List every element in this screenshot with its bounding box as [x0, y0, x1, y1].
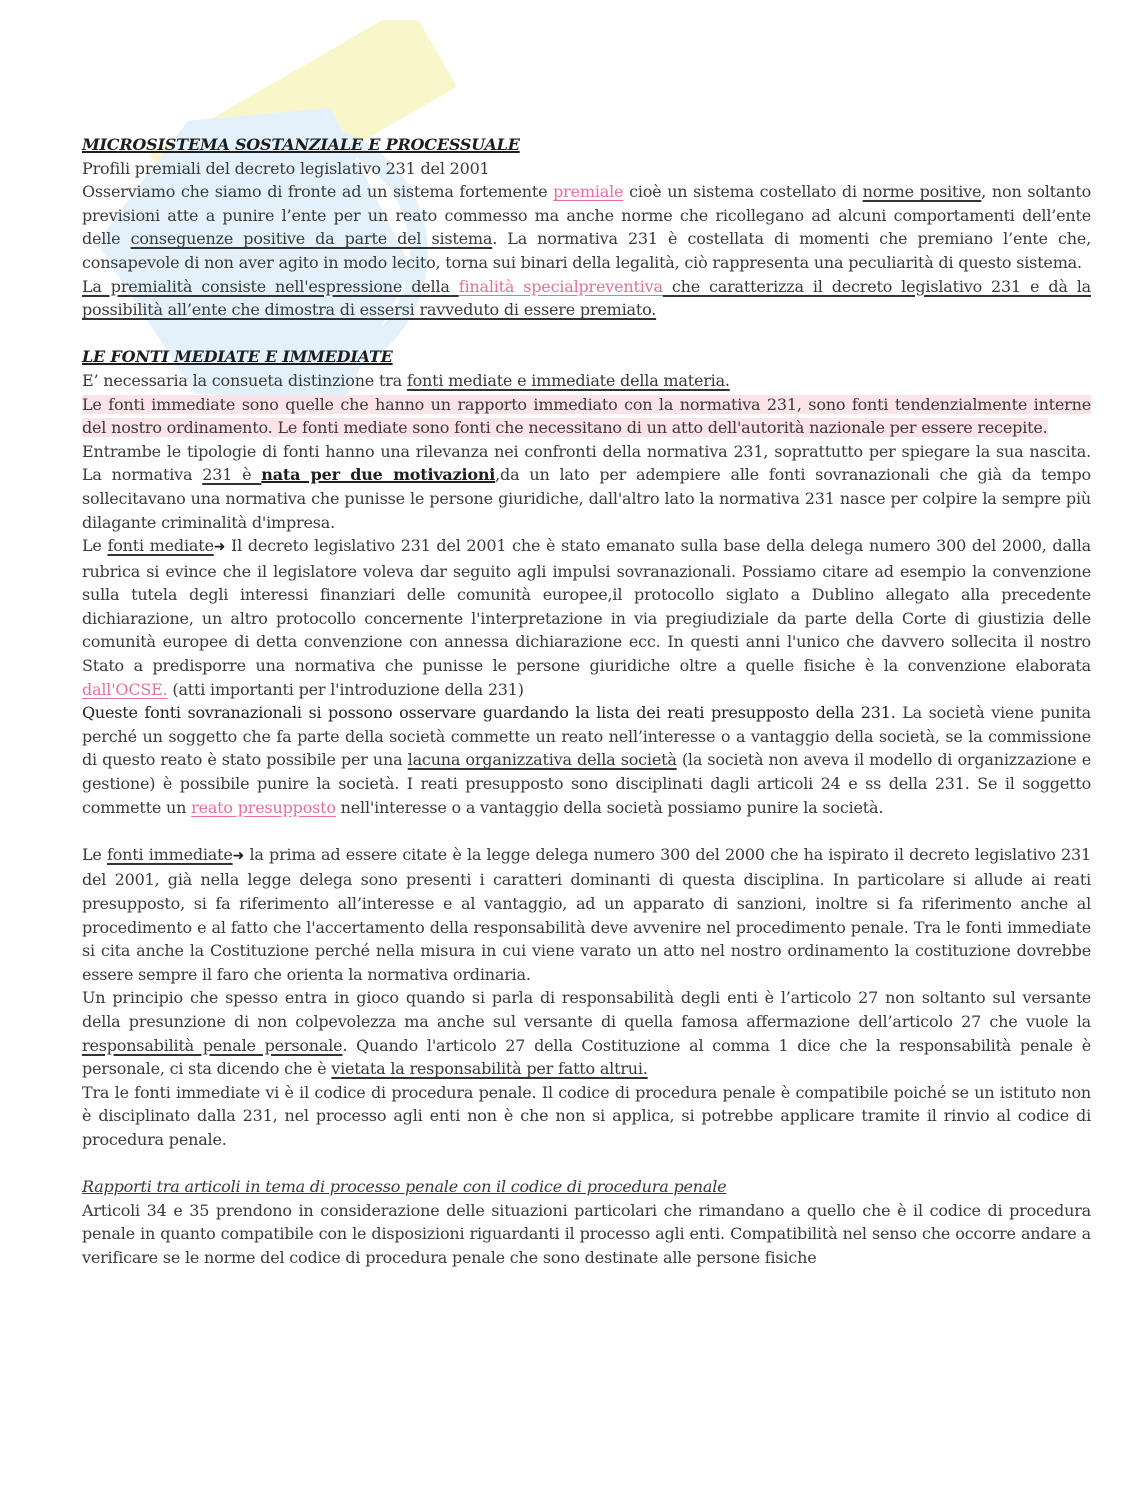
- paragraph-codice-procedura: Tra le fonti immediate vi è il codice di procedura penale. Il codice di procedura penale è compatibile poiché se un istituto non è disciplinato dalla 231, nel processo agli enti non è che non si applica, si potrebbe applicare tramite il rinvio al codice di procedura penale.: [82, 1082, 1091, 1149]
- link-finalita-specialpreventiva[interactable]: finalità specialpreventiva: [458, 276, 663, 296]
- arrow-icon: ➜: [232, 847, 245, 864]
- paragraph-articoli-34-35: Articoli 34 e 35 prendono in considerazione delle situazioni particolari che rimandano a quello che è il codice di procedura penale in quanto compatibile con le disposizioni riguardanti il processo agli enti. Compatibilità nel senso che occorre andare a verificare se le norme del codice di procedura penale che sono destinate alle persone fisiche: [82, 1200, 1091, 1267]
- section-subtitle: Profili premiali del decreto legislativo 231 del 2001: [82, 158, 490, 178]
- spacer: [82, 1152, 1091, 1176]
- paragraph-premiale: Osserviamo che siamo di fronte ad un sistema fortemente premiale cioè un sistema costellato di norme positive, non soltanto previsioni atte a punire l’ente per un reato commesso ma anche norme che ricollegano ad alcuni comportamenti dell’ente delle conseguenze positive da parte del sistema. La normativa 231 è costellata di momenti che premiano l’ente che, consapevole di non aver agito in modo lecito, torna sui binari della legalità, ciò rappresenta una peculiarità di questo sistema.: [82, 182, 1092, 272]
- link-ocse[interactable]: dall'OCSE.: [82, 679, 168, 699]
- section-subheading-rapporti: Rapporti tra articoli in tema di processo penale con il codice di procedura penale: [82, 1177, 727, 1197]
- document-page: [82, 133, 1091, 1270]
- paragraph-fonti-mediate: Le fonti mediate➜ Il decreto legislativo 231 del 2001 che è stato emanato sulla base della delega numero 300 del 2000, dalla rubrica si evince che il legislatore voleva dar seguito agli impulsi sovranazionali. Possiamo citare ad esempio la convenzione sulla tutela degli interessi finanziari delle comunità europee,il protocollo siglato a Dublino allegato alla precedente dichiarazione, un altro protocollo concernente l'interpretazione in via pregiudiziale da parte della Corte di giustizia delle comunità europee di detta convenzione con annessa dichiarazione ecc. In questi anni l'unico che davvero sollecita il nostro Stato a predisporre una normativa che punisse le persone giuridiche oltre a quelle fisiche è la convenzione elaborata dall'OCSE. (atti importanti per l'introduzione della 231): [82, 536, 1091, 699]
- paragraph-fonti-sovranazionali: Queste fonti sovranazionali si possono osservare guardando la lista dei reati presupposto della 231. La società viene punita perché un soggetto che fa parte della società commette un reato nell’interesse o a vantaggio della società, se la commissione di questo reato è stato possibile per una lacuna organizzativa della società (la società non aveva il modello di organizzazione e gestione) è possibile punire la società. I reati presupposto sono disciplinati dagli articoli 24 e ss della 231. Se il soggetto commette un reato presupposto nell'interesse o a vantaggio della società possiamo punire la società.: [82, 703, 1091, 817]
- link-premiale[interactable]: premiale: [553, 182, 624, 202]
- section-heading-microsistema: MICROSISTEMA SOSTANZIALE E PROCESSUALE: [82, 135, 520, 154]
- paragraph-rilevanza: Entrambe le tipologie di fonti hanno una rilevanza nei confronti della normativa 231, soprattutto per spiegare la sua nascita. La normativa 231 è nata per due motivazioni,da un lato per adempiere alle fonti sovranazionali che già da tempo sollecitavano una normativa che punisse le persone giuridiche, dall'altro lato la normativa 231 nasce per colpire la sempre più dilagante criminalità d'impresa.: [82, 441, 1091, 532]
- paragraph-highlighted-definition: Le fonti immediate sono quelle che hanno un rapporto immediato con la normativa 231, sono fonti tendenzialmente interne del nostro ordinamento. Le fonti mediate sono fonti che necessitano di un atto dell'autorità nazionale per essere recepite.: [82, 394, 1091, 438]
- spacer: [82, 819, 1091, 843]
- spacer: [82, 322, 1091, 346]
- arrow-icon: ➜: [213, 539, 226, 556]
- paragraph-distinzione: E’ necessaria la consueta distinzione tra fonti mediate e immediate della materia.: [82, 370, 730, 390]
- paragraph-articolo-27: Un principio che spesso entra in gioco quando si parla di responsabilità degli enti è l’articolo 27 non soltanto sul versante della presunzione di non colpevolezza ma anche sul versante di quella famosa affermazione dell’articolo 27 che vuole la responsabilità penale personale. Quando l'articolo 27 della Costituzione al comma 1 dice che la responsabilità penale è personale, ci sta dicendo che è vietata la responsabilità per fatto altrui.: [82, 988, 1091, 1079]
- link-reato-presupposto[interactable]: reato presupposto: [191, 797, 336, 817]
- paragraph-premialita: La premialità consiste nell'espressione della finalità specialpreventiva che caratterizza il decreto legislativo 231 e dà la possibilità all’ente che dimostra di essersi ravveduto di essere premiato.: [82, 276, 1091, 320]
- section-heading-fonti: LE FONTI MEDIATE E IMMEDIATE: [82, 347, 393, 367]
- paragraph-fonti-immediate: Le fonti immediate➜ la prima ad essere citate è la legge delega numero 300 del 2000 che ha ispirato il decreto legislativo 231 del 2001, già nella legge delega sono presenti i caratteri dominanti di questa disciplina. In particolare si allude ai reati presupposto, si fa riferimento all’interesse e al vantaggio, ad un apparato di sanzioni, inoltre si fa riferimento anche al procedimento e al fatto che l'accertamento della responsabilità deve avvenire nel procedimento penale. Tra le fonti immediate si cita anche la Costituzione perché nella misura in cui viene varato un atto nel nostro ordinamento la costituzione dovrebbe essere sempre il faro che orienta la normativa ordinaria.: [82, 844, 1091, 984]
